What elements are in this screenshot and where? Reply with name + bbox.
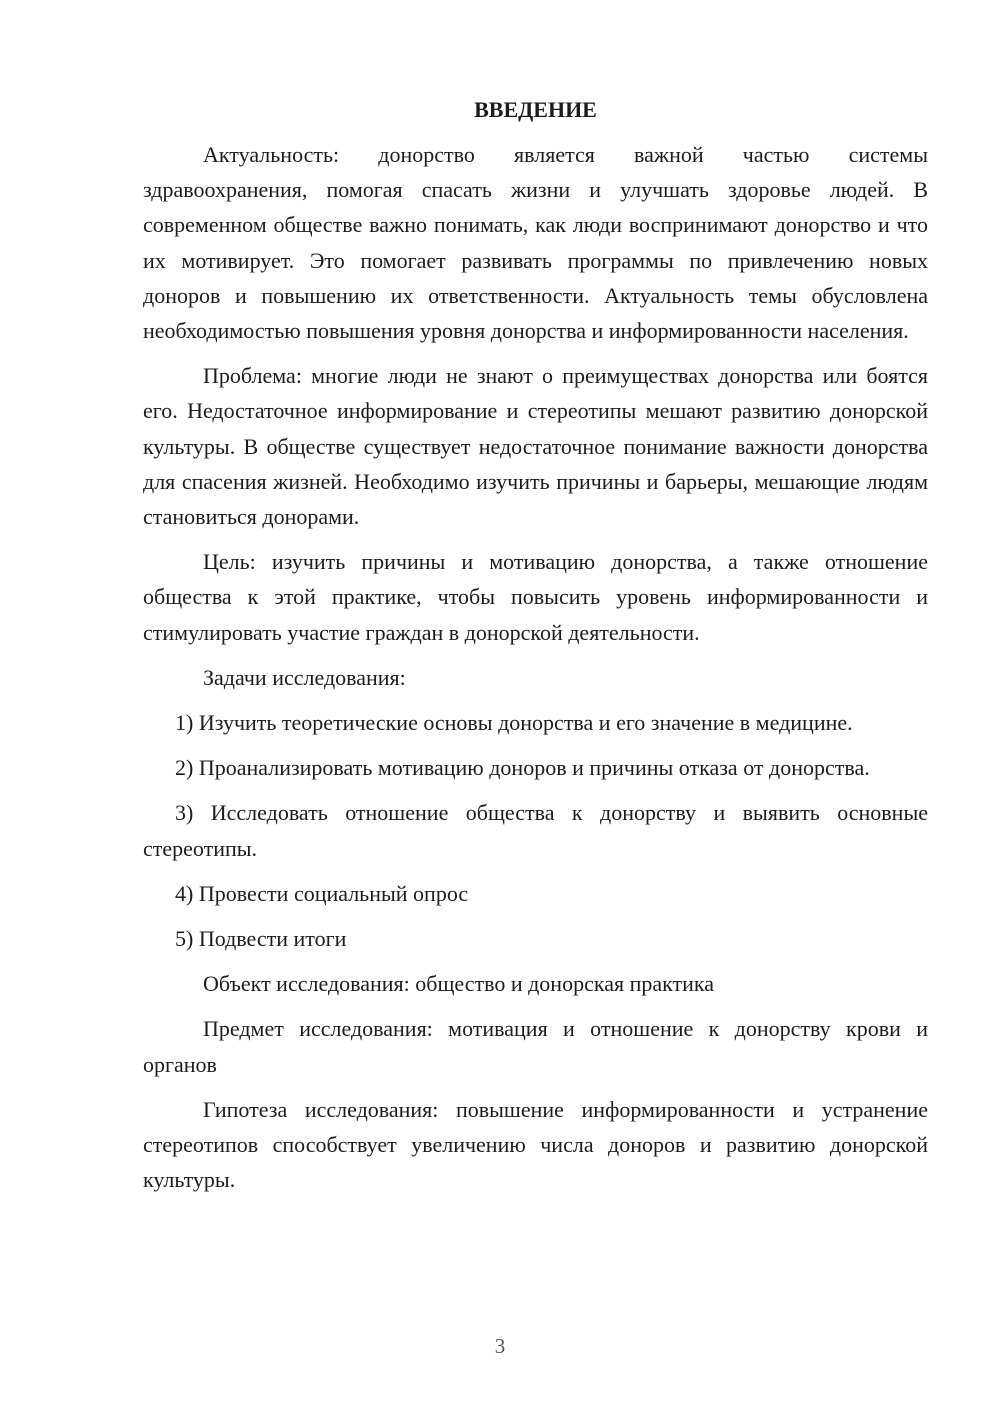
goal-paragraph: Цель: изучить причины и мотивацию донорства, а также отношение общества к этой практике, чтобы повысить уровень информированности и стимулировать участие граждан в донорской деятельности. <box>143 549 928 645</box>
document-page <box>143 92 928 1207</box>
task-item-4: 4) Провести социальный опрос <box>175 880 469 906</box>
page-number: 3 <box>494 1334 506 1358</box>
relevance-paragraph: Актуальность: донорство является важной частью системы здравоохранения, помогая спасать жизни и улучшать здоровье людей. В современном обществе важно понимать, как люди воспринимают донорство и что их мотивирует. Это помогает развивать программы по привлечению новых доноров и повышению их ответственности. Актуальность темы обусловлена необходимостью повышения уровня донорства и информированности населения. <box>143 142 928 344</box>
task-item-5: 5) Подвести итоги <box>175 926 347 952</box>
research-object-paragraph: Объект исследования: общество и донорская практика <box>203 971 715 997</box>
problem-paragraph: Проблема: многие люди не знают о преимуществах донорства или боятся его. Недостаточное информирование и стереотипы мешают развитию донорской культуры. В обществе существует недостаточное понимание важности донорства для спасения жизней. Необходимо изучить причины и барьеры, мешающие людям становиться донорами. <box>143 363 928 530</box>
tasks-heading: Задачи исследования: <box>203 664 406 690</box>
research-subject-paragraph: Предмет исследования: мотивация и отношение к донорству крови и органов <box>143 1016 928 1077</box>
task-item-2: 2) Проанализировать мотивацию доноров и причины отказа от донорства. <box>175 755 870 781</box>
section-title: ВВЕДЕНИЕ <box>474 97 597 122</box>
task-item-1: 1) Изучить теоретические основы донорства и его значение в медицине. <box>175 710 853 736</box>
hypothesis-paragraph: Гипотеза исследования: повышение информированности и устранение стереотипов способствует увеличению числа доноров и развитию донорской культуры. <box>143 1096 928 1193</box>
task-item-3: 3) Исследовать отношение общества к донорству и выявить основные стереотипы. <box>143 800 928 861</box>
